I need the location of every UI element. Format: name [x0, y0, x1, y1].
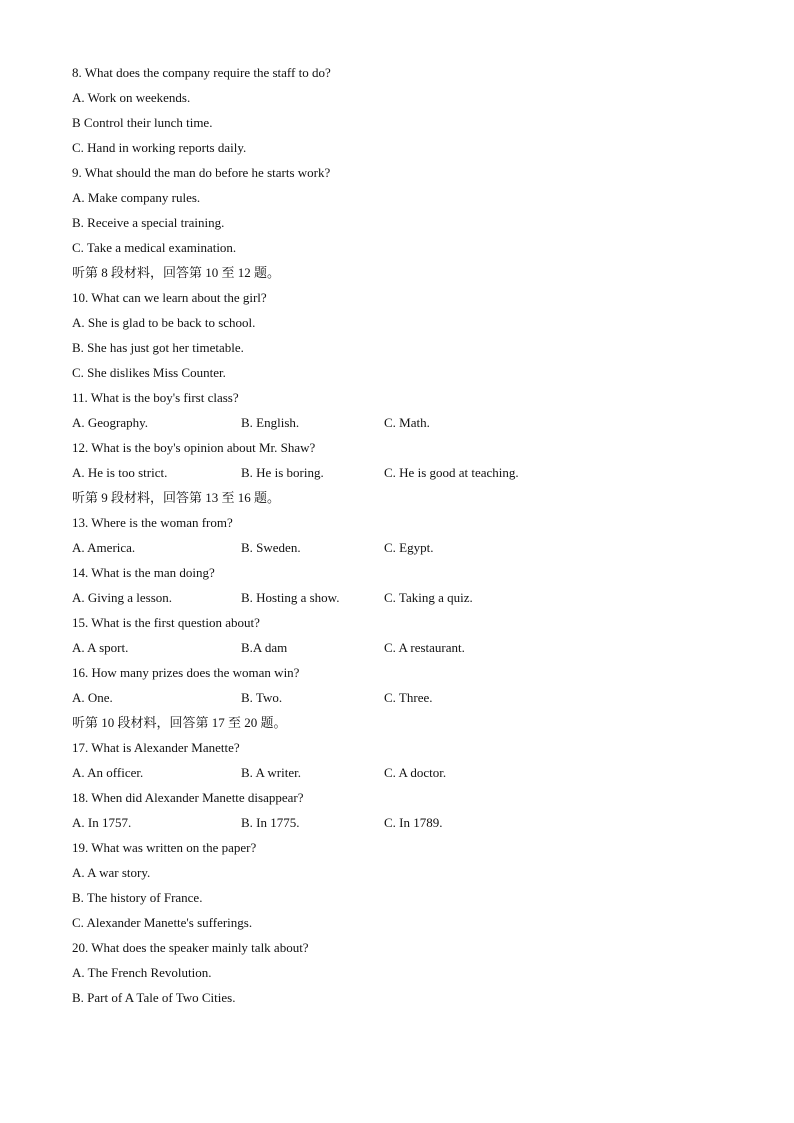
question-text: 10. What can we learn about the girl? — [72, 290, 267, 305]
option-row — [72, 589, 772, 614]
option-text: A. A war story. — [72, 865, 151, 880]
option-text: C. Math. — [384, 415, 430, 430]
option-text: B. She has just got her timetable. — [72, 340, 244, 355]
option-text: A. Giving a lesson. — [72, 590, 173, 605]
option-text: C. A restaurant. — [384, 640, 465, 655]
option-text: C. Egypt. — [384, 540, 434, 555]
section-instruction: 听第 9 段材料，回答第 13 至 16 题。 — [72, 490, 281, 505]
option-text: A. Geography. — [72, 415, 149, 430]
option-text: A. An officer. — [72, 765, 144, 780]
question-text: 20. What does the speaker mainly talk about? — [72, 940, 309, 955]
question-text: 19. What was written on the paper? — [72, 840, 257, 855]
question-text: 11. What is the boy's first class? — [72, 390, 239, 405]
option-text: A. She is glad to be back to school. — [72, 315, 256, 330]
option-text: A. In 1757. — [72, 815, 132, 830]
option-text: B. Two. — [241, 690, 283, 705]
option-text: C. He is good at teaching. — [384, 465, 519, 480]
option-text: A. Make company rules. — [72, 190, 201, 205]
option-text: C. Three. — [384, 690, 433, 705]
option-text: B Control their lunch time. — [72, 115, 213, 130]
option-row — [72, 689, 772, 714]
option-text: B. He is boring. — [241, 465, 324, 480]
option-text: C. She dislikes Miss Counter. — [72, 365, 226, 380]
option-text: C. A doctor. — [384, 765, 447, 780]
option-text: A. America. — [72, 540, 136, 555]
option-text: B. Receive a special training. — [72, 215, 225, 230]
option-text: B. The history of France. — [72, 890, 203, 905]
question-text: 17. What is Alexander Manette? — [72, 740, 240, 755]
option-text: A. The French Revolution. — [72, 965, 212, 980]
question-text: 16. How many prizes does the woman win? — [72, 665, 300, 680]
question-text: 8. What does the company require the staff to do? — [72, 65, 331, 80]
option-row — [72, 814, 772, 839]
option-row — [72, 539, 772, 564]
option-row — [72, 764, 772, 789]
question-text: 15. What is the first question about? — [72, 615, 260, 630]
option-text: A. Work on weekends. — [72, 90, 191, 105]
option-row — [72, 414, 772, 439]
option-text: B.A dam — [241, 640, 288, 655]
option-text: C. Alexander Manette's sufferings. — [72, 915, 253, 930]
option-text: C. Taking a quiz. — [384, 590, 473, 605]
question-text: 14. What is the man doing? — [72, 565, 215, 580]
question-text: 9. What should the man do before he starts work? — [72, 165, 331, 180]
question-list — [72, 64, 772, 1014]
section-instruction: 听第 10 段材料，回答第 17 至 20 题。 — [72, 715, 287, 730]
option-text: B. Hosting a show. — [241, 590, 340, 605]
question-text: 12. What is the boy's opinion about Mr. Shaw? — [72, 440, 316, 455]
option-text: B. English. — [241, 415, 300, 430]
question-text: 13. Where is the woman from? — [72, 515, 233, 530]
option-text: C. Take a medical examination. — [72, 240, 237, 255]
section-instruction: 听第 8 段材料，回答第 10 至 12 题。 — [72, 265, 281, 280]
option-text: B. In 1775. — [241, 815, 300, 830]
option-row — [72, 639, 772, 664]
option-row — [72, 464, 772, 489]
option-text: B. Sweden. — [241, 540, 301, 555]
option-text: B. Part of A Tale of Two Cities. — [72, 990, 236, 1005]
option-text: C. Hand in working reports daily. — [72, 140, 247, 155]
option-text: B. A writer. — [241, 765, 301, 780]
option-text: A. A sport. — [72, 640, 129, 655]
option-text: C. In 1789. — [384, 815, 443, 830]
question-text: 18. When did Alexander Manette disappear? — [72, 790, 304, 805]
option-text: A. He is too strict. — [72, 465, 168, 480]
option-text: A. One. — [72, 690, 113, 705]
